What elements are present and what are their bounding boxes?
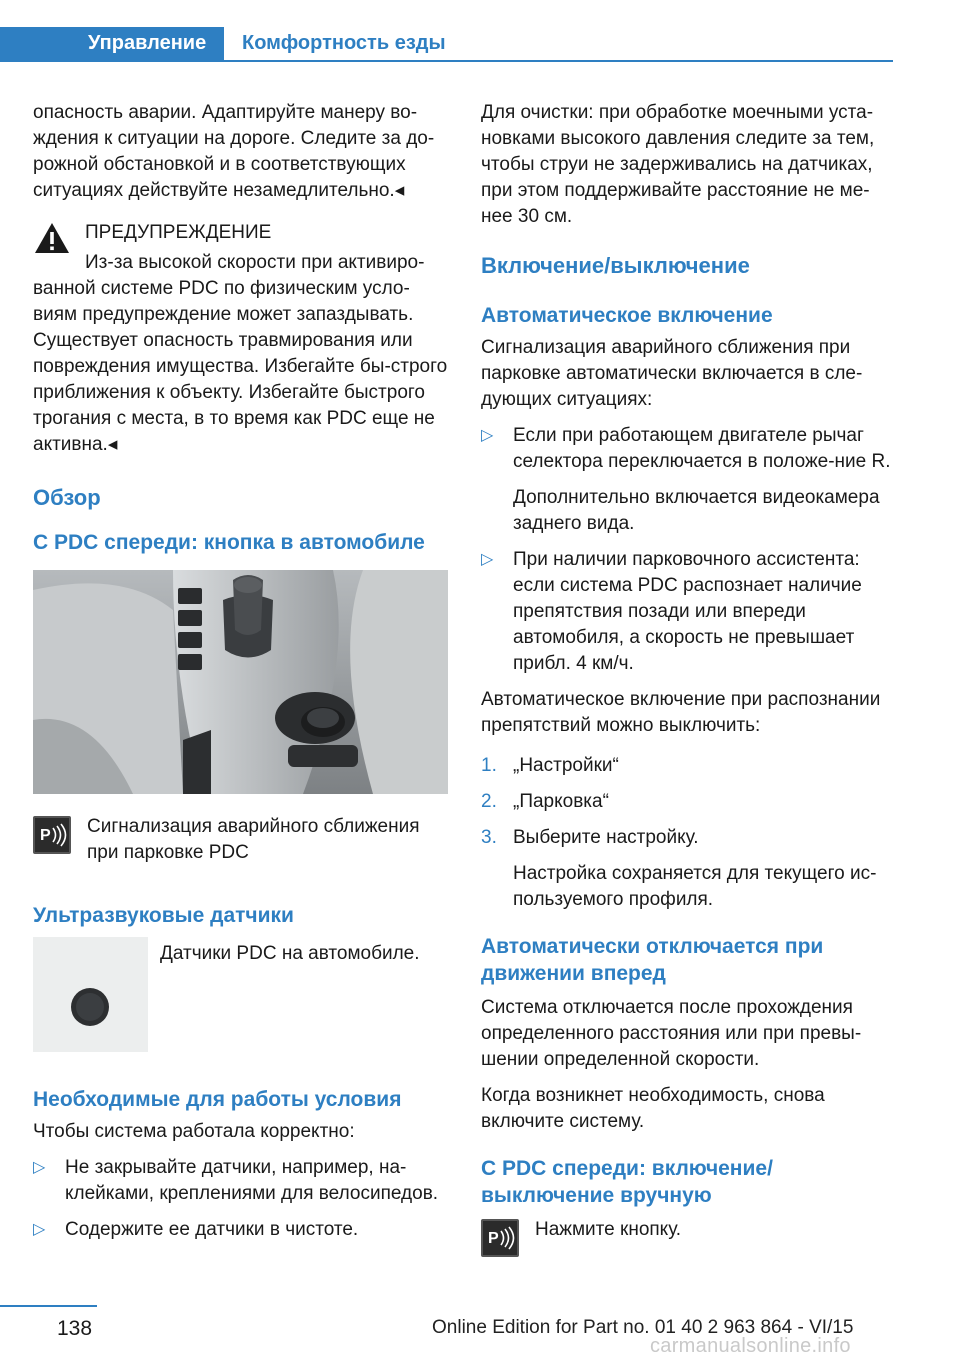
heading-button: С PDC спереди: кнопка в автомобиле: [33, 531, 425, 554]
heading-conditions: Необходимые для работы условия: [33, 1088, 402, 1111]
svg-text:P: P: [488, 1230, 499, 1247]
heading-sensors: Ультразвуковые датчики: [33, 904, 294, 927]
bullet-triangle-icon: ▷: [481, 551, 494, 568]
list-item: 3. Выберите настройку. Настройка сохраняется для текущего ис-пользуемого профиля.: [481, 827, 877, 910]
list-item: ▷ Содержите ее датчики в чистоте.: [33, 1217, 448, 1243]
sensors-row: [33, 937, 448, 1052]
sensor-photo: [33, 937, 148, 1052]
conditions-intro: Чтобы система работала корректно:: [33, 1121, 355, 1142]
pdc-button-caption: Сигнализация аварийного сближения при парковке PDC: [87, 816, 420, 863]
manual-button-row: [481, 1219, 896, 1257]
warning-text-rest: ванной системе PDC по физическим усло-виям предупреждение может запаздывать. Существует опасность травмирования или повреждения имущества. Избегайте бы-строго приближения к объекту. Избегайте быстрого трогания с места, в то время как PDC еще не активна.◂: [33, 278, 448, 455]
header-rule: [0, 60, 893, 62]
manual-caption: Нажмите кнопку.: [535, 1219, 682, 1240]
warning-block: [33, 220, 448, 276]
heading-overview: Обзор: [33, 485, 101, 510]
list-item: 2. „Парковка“: [481, 791, 609, 812]
list-item: ▷ При наличии парковочного ассистента: если система PDC распознает наличие препятствия позади или впереди автомобиля, а скорость не превышает прибл. 4 км/ч.: [481, 549, 862, 674]
auto-on-list: [481, 423, 896, 677]
parking-sensor-icon: [33, 816, 71, 854]
pdc-button-row: [33, 816, 448, 876]
heading-manual: С PDC спереди: включение/выключение вручную: [481, 1157, 773, 1207]
intro-paragraph: опасность аварии. Адаптируйте манеру во-ждения к ситуации на дороге. Следите за до-рожной обстановкой и в соответствующих ситуациях действуйте незамедлительно.◂: [33, 102, 435, 201]
tab-driving-comfort[interactable]: Комфортность езды: [242, 32, 446, 54]
auto-off-paragraph-2: Когда возникнет необходимость, снова включите систему.: [481, 1085, 825, 1132]
steps-list: [481, 753, 896, 913]
heading-on-off: Включение/выключение: [481, 253, 750, 278]
bullet-triangle-icon: ▷: [33, 1159, 46, 1176]
bullet-triangle-icon: ▷: [33, 1221, 46, 1238]
conditions-list: [33, 1155, 448, 1243]
auto-off-paragraph-1: Система отключается после прохождения определенного расстояния или при превы-шении определенной скорости.: [481, 997, 862, 1070]
left-column: [33, 100, 448, 1253]
auto-off-setting-text: Автоматическое включение при распознании препятствий можно выключить:: [481, 689, 881, 736]
right-column: [481, 100, 896, 1257]
parking-sensor-icon: [481, 1219, 519, 1257]
console-photo: [33, 570, 448, 794]
list-item: 1. „Настройки“: [481, 755, 619, 776]
edition-note: Online Edition for Part no. 01 40 2 963 864 - VI/15: [432, 1317, 854, 1338]
auto-on-intro: Сигнализация аварийного сближения при парковке автоматически включается в сле-дующих ситуациях:: [481, 337, 863, 410]
warning-text-first: Из-за высокой скорости при активиро-: [85, 252, 425, 273]
page-number: 138: [57, 1317, 93, 1340]
tab-control[interactable]: Управление: [0, 27, 224, 62]
heading-auto-on: Автоматическое включение: [481, 304, 773, 327]
heading-auto-off: Автоматически отключается при движении вперед: [481, 935, 824, 985]
svg-text:P: P: [40, 827, 51, 844]
bullet-triangle-icon: ▷: [481, 427, 494, 444]
cleaning-paragraph: Для очистки: при обработке моечными уста-новками высокого давления следите за тем, чтобы струи не задерживались на датчиках, при этом поддерживайте расстояние не ме-нее 30 см.: [481, 102, 875, 227]
list-item: ▷ Не закрывайте датчики, например, на-клейками, креплениями для велосипедов.: [33, 1157, 439, 1204]
watermark: carmanualsonline.info: [650, 1335, 851, 1357]
warning-title: ПРЕДУПРЕЖДЕНИЕ: [85, 222, 272, 243]
sensors-caption: Датчики PDC на автомобиле.: [160, 943, 420, 964]
list-item: ▷ Если при работающем двигателе рычаг селектора переключается в положе-ние R. Дополнительно включается видеокамера заднего вида.: [481, 425, 891, 534]
footer-rule: [0, 1305, 97, 1307]
warning-triangle-icon: [33, 221, 71, 276]
